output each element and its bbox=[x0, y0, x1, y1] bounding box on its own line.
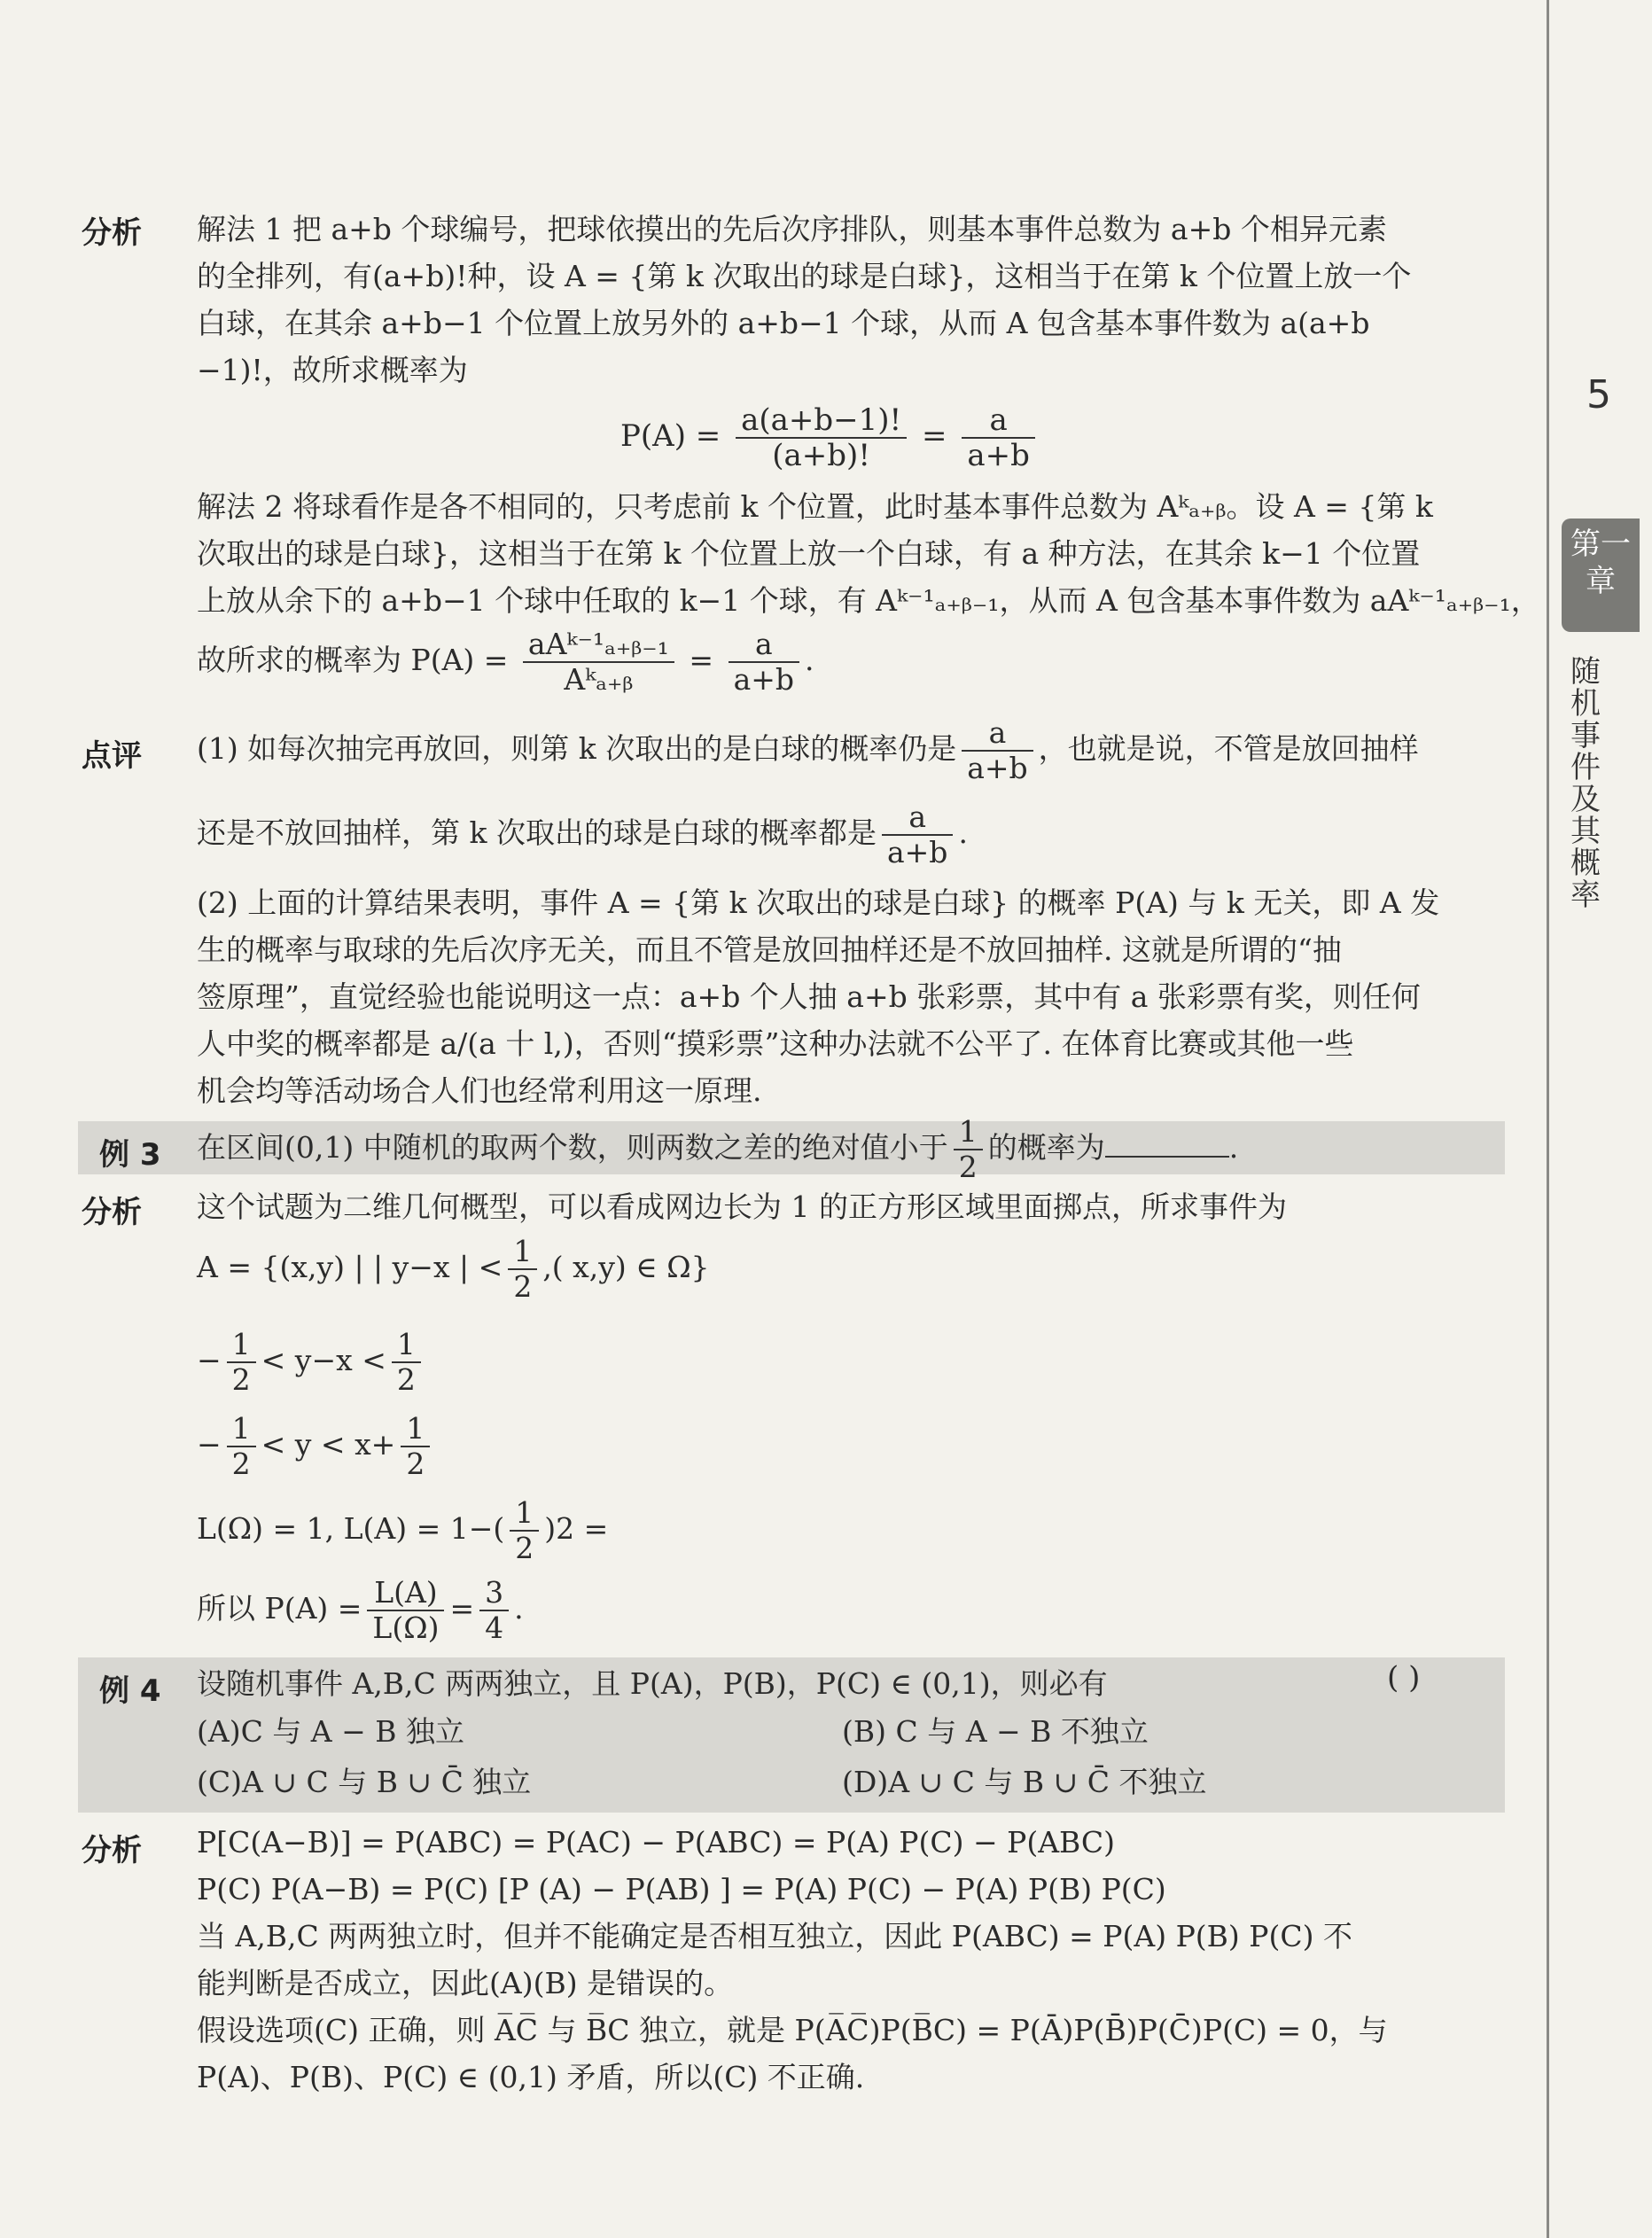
example3-question bbox=[197, 1108, 1508, 1188]
measure-text: )2 = bbox=[544, 1511, 609, 1546]
comment-text: (1) 如每次抽完再放回，则第 k 次取出的是白球的概率仍是 bbox=[197, 731, 957, 766]
frac-num: a bbox=[882, 800, 953, 836]
text-line: P(C) P(A−B) = P(C) [P (A) − P(AB) ] = P(A) P(C) − P(A) P(B) P(C) bbox=[197, 1872, 1166, 1907]
margin-rule bbox=[1547, 0, 1549, 2238]
frac-num: 3 bbox=[479, 1576, 509, 1611]
comment-text: ，也就是说，不管是放回抽样 bbox=[1038, 731, 1419, 766]
text-line: 能判断是否成立，因此(A)(B) 是错误的。 bbox=[197, 1966, 734, 2000]
chapter-tab: 第一章 bbox=[1562, 519, 1640, 632]
frac-num: L(A) bbox=[367, 1576, 444, 1611]
frac-den: 2 bbox=[406, 1447, 425, 1481]
comment-line2 bbox=[197, 793, 1508, 873]
fraction bbox=[729, 628, 799, 697]
frac-num: a bbox=[962, 716, 1032, 752]
frac-den: 2 bbox=[396, 1362, 416, 1397]
analysis4-text bbox=[197, 1819, 1508, 2101]
fraction bbox=[962, 716, 1032, 785]
frac-num: aAᵏ⁻¹ₐ₊ᵦ₋₁ bbox=[523, 628, 674, 663]
example3-label: 例 3 bbox=[99, 1137, 161, 1173]
result-text: 所以 P(A) = bbox=[197, 1591, 362, 1626]
option-d: (D)A ∪ C 与 B ∪ C̄ 不独立 bbox=[842, 1765, 1207, 1799]
analysis3-measure bbox=[197, 1489, 1508, 1569]
fraction bbox=[508, 1235, 537, 1304]
measure-text: L(Ω) = 1, L(A) = 1−( bbox=[197, 1511, 505, 1546]
frac-den: a+b bbox=[886, 835, 948, 869]
analysis1-final bbox=[197, 625, 1508, 697]
formula-pa bbox=[620, 403, 1040, 472]
frac-den: 4 bbox=[485, 1610, 504, 1645]
analysis1-text bbox=[197, 206, 1508, 394]
frac-den: 2 bbox=[513, 1269, 533, 1304]
set-text: A = {(x,y) | | y−x | < bbox=[197, 1250, 503, 1284]
text-line: 解法 2 将球看作是各不相同的，只考虑前 k 个位置，此时基本事件总数为 Aᵏₐ₊ᵦ。设 A = {第 k bbox=[197, 489, 1433, 524]
example4-label: 例 4 bbox=[99, 1673, 161, 1709]
frac-num: 1 bbox=[510, 1496, 539, 1532]
analysis-label: 分析 bbox=[82, 215, 142, 251]
text-line: 签原理”，直觉经验也能说明这一点：a+b 个人抽 a+b 张彩票，其中有 a 张彩票有奖，则任何 bbox=[197, 979, 1421, 1014]
ineq-text: − bbox=[197, 1343, 222, 1377]
formula-lhs: P(A) = bbox=[620, 418, 721, 454]
frac-den: Aᵏₐ₊ᵦ bbox=[564, 662, 634, 697]
fraction bbox=[954, 1115, 983, 1184]
period: . bbox=[1228, 1130, 1239, 1165]
text-line: 白球，在其余 a+b−1 个位置上放另外的 a+b−1 个球，从而 A 包含基本事件数为 a(a+b bbox=[197, 306, 1370, 340]
analysis3-ineq2 bbox=[197, 1405, 1508, 1485]
question-text: 在区间(0,1) 中随机的取两个数，则两数之差的绝对值小于 bbox=[197, 1130, 948, 1165]
frac-num: a(a+b−1)! bbox=[736, 403, 907, 439]
option-c: (C)A ∪ C 与 B ∪ C̄ 独立 bbox=[197, 1765, 532, 1799]
text-line: 人中奖的概率都是 a/(a 十 l,)，否则“摸彩票”这种办法就不公平了. 在体育比赛或其他一些 bbox=[197, 1026, 1354, 1061]
ineq-text: < y < x+ bbox=[261, 1427, 396, 1462]
fraction bbox=[882, 800, 953, 869]
frac-den: a+b bbox=[967, 438, 1030, 473]
fraction bbox=[736, 403, 907, 472]
frac-num: a bbox=[962, 403, 1035, 439]
text-line: 次取出的球是白球}，这相当于在第 k 个位置上放一个白球，有 a 种方法，在其余 k−1 个位置 bbox=[197, 536, 1421, 571]
option-a: (A)C 与 A − B 独立 bbox=[197, 1714, 465, 1749]
frac-den: a+b bbox=[967, 751, 1028, 785]
frac-den: L(Ω) bbox=[372, 1610, 440, 1645]
analysis3-set bbox=[197, 1228, 1508, 1307]
frac-num: 1 bbox=[508, 1235, 537, 1270]
set-text: ,( x,y) ∈ Ω} bbox=[542, 1250, 710, 1284]
analysis1-method2 bbox=[197, 483, 1540, 624]
answer-paren[interactable]: ( ) bbox=[1387, 1660, 1421, 1696]
question-text: 的概率为 bbox=[987, 1130, 1105, 1165]
text-line: 的全排列，有(a+b)!种，设 A = {第 k 次取出的球是白球}，这相当于在第 k 个位置上放一个 bbox=[197, 259, 1412, 293]
text-line: P[C(A−B)] = P(ABC) = P(AC) − P(ABC) = P(A) P(C) − P(ABC) bbox=[197, 1825, 1116, 1860]
example4-question: 设随机事件 A,B,C 两两独立，且 P(A)，P(B)，P(C) ∈ (0,1)，则必有 bbox=[197, 1666, 1108, 1701]
period: . bbox=[805, 643, 814, 677]
frac-num: 1 bbox=[227, 1412, 256, 1447]
fraction bbox=[367, 1576, 444, 1645]
fraction bbox=[227, 1328, 256, 1397]
frac-num: 1 bbox=[954, 1115, 983, 1150]
period: . bbox=[958, 815, 968, 850]
analysis-label: 分析 bbox=[82, 1833, 142, 1868]
analysis-label: 分析 bbox=[82, 1195, 142, 1230]
ineq-text: − bbox=[197, 1427, 222, 1462]
frac-num: 1 bbox=[401, 1412, 430, 1447]
frac-num: 1 bbox=[227, 1328, 256, 1363]
comment-text: 还是不放回抽样，第 k 次取出的球是白球的概率都是 bbox=[197, 815, 877, 850]
fraction bbox=[962, 403, 1035, 472]
comment-body bbox=[197, 879, 1508, 1114]
frac-num: a bbox=[729, 628, 799, 663]
fraction bbox=[401, 1412, 430, 1481]
final-prefix: 故所求的概率为 P(A) = bbox=[197, 643, 509, 677]
chapter-title: 随机事件及其概率 bbox=[1570, 654, 1601, 913]
text-line: 假设选项(C) 正确，则 A̅C̅ 与 B̅C 独立，就是 P(A̅C̅)P(B̅C) = P(Ā)P(B̄)P(C̄)P(C) = 0，与 bbox=[197, 2013, 1388, 2047]
text-line: 当 A,B,C 两两独立时，但并不能确定是否相互独立，因此 P(ABC) = P(A) P(B) P(C) 不 bbox=[197, 1919, 1352, 1953]
fraction bbox=[510, 1496, 539, 1565]
equals: = bbox=[922, 418, 947, 454]
period: . bbox=[514, 1591, 524, 1626]
page-number: 5 bbox=[1586, 372, 1611, 417]
frac-den: 2 bbox=[958, 1150, 978, 1184]
text-line: 上放从余下的 a+b−1 个球中任取的 k−1 个球，有 Aᵏ⁻¹ₐ₊ᵦ₋₁，从而 A 包含基本事件数为 aAᵏ⁻¹ₐ₊ᵦ₋₁， bbox=[197, 583, 1540, 618]
analysis3-line1: 这个试题为二维几何概型，可以看成网边长为 1 的正方形区域里面掷点，所求事件为 bbox=[197, 1189, 1287, 1224]
text-line: 生的概率与取球的先后次序无关，而且不管是放回抽样还是不放回抽样. 这就是所谓的“抽 bbox=[197, 932, 1342, 967]
text-line: −1)!，故所求概率为 bbox=[197, 353, 468, 387]
fraction bbox=[227, 1412, 256, 1481]
text-line: (2) 上面的计算结果表明，事件 A = {第 k 次取出的球是白球} 的概率 P(A) 与 k 无关，即 A 发 bbox=[197, 885, 1440, 920]
text-line: 机会均等活动场合人们也经常利用这一原理. bbox=[197, 1073, 762, 1108]
frac-den: (a+b)! bbox=[772, 438, 870, 473]
answer-blank[interactable] bbox=[1105, 1156, 1229, 1158]
analysis3-result bbox=[197, 1569, 1508, 1649]
fraction bbox=[479, 1576, 509, 1645]
frac-den: a+b bbox=[733, 662, 795, 697]
text-line: P(A)、P(B)、P(C) ∈ (0,1) 矛盾，所以(C) 不正确. bbox=[197, 2060, 865, 2094]
comment-label: 点评 bbox=[82, 738, 142, 774]
fraction bbox=[523, 628, 674, 697]
frac-den: 2 bbox=[515, 1531, 534, 1565]
analysis3-ineq1 bbox=[197, 1321, 1508, 1400]
ineq-text: < y−x < bbox=[261, 1343, 386, 1377]
option-b: (B) C 与 A − B 不独立 bbox=[842, 1714, 1149, 1749]
text-line: 解法 1 把 a+b 个球编号，把球依摸出的先后次序排队，则基本事件总数为 a+b 个相异元素 bbox=[197, 212, 1387, 246]
equals: = bbox=[689, 643, 714, 677]
frac-den: 2 bbox=[231, 1447, 251, 1481]
comment-line1 bbox=[197, 709, 1508, 789]
frac-den: 2 bbox=[231, 1362, 251, 1397]
frac-num: 1 bbox=[392, 1328, 421, 1363]
equals: = bbox=[449, 1591, 475, 1626]
fraction bbox=[392, 1328, 421, 1397]
